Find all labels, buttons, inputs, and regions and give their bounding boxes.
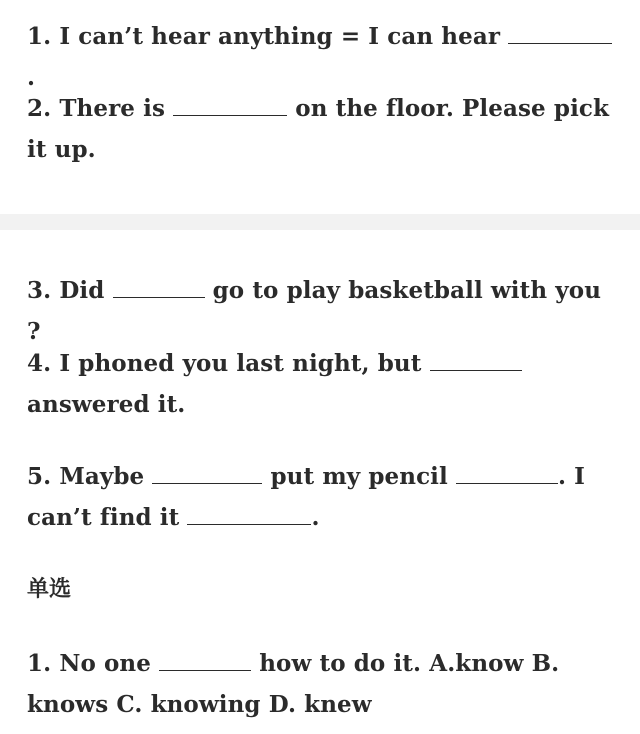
question-card-top bbox=[0, 0, 640, 214]
answer-blank bbox=[152, 463, 262, 484]
section-heading-single-choice: 单选 bbox=[27, 577, 72, 602]
answer-blank bbox=[456, 463, 558, 484]
question-text: answered it. bbox=[27, 391, 186, 418]
question-text: 2. There is bbox=[27, 95, 174, 122]
question-text: 3. Did bbox=[27, 277, 113, 304]
section-divider bbox=[0, 214, 640, 230]
question-card-bottom bbox=[0, 230, 640, 734]
blank-question-1 bbox=[27, 16, 618, 98]
question-text: on the floor. Please pick it up. bbox=[27, 95, 610, 163]
question-text: 5. Maybe bbox=[27, 463, 153, 490]
answer-blank bbox=[173, 95, 287, 116]
question-text: . bbox=[311, 504, 320, 531]
question-text: put my pencil bbox=[262, 463, 456, 490]
choice-question-1 bbox=[27, 643, 618, 725]
question-text: go to play basketball with you ? bbox=[27, 277, 602, 345]
question-text: how to do it. A.know B. knows C. knowing D. knew bbox=[27, 650, 560, 718]
answer-blank bbox=[113, 277, 205, 298]
question-text: . I can’t find it bbox=[27, 463, 586, 531]
question-text: 1. No one bbox=[27, 650, 160, 677]
question-text: . bbox=[27, 64, 36, 91]
question-text: 4. I phoned you last night, but bbox=[27, 350, 430, 377]
blank-question-2 bbox=[27, 88, 618, 170]
answer-blank bbox=[187, 504, 311, 525]
question-text: 1. I can’t hear anything = I can hear bbox=[27, 23, 509, 50]
answer-blank bbox=[430, 350, 522, 371]
blank-question-5 bbox=[27, 456, 618, 538]
blank-question-3 bbox=[27, 270, 618, 352]
answer-blank bbox=[508, 23, 612, 44]
answer-blank bbox=[159, 650, 251, 671]
blank-question-4 bbox=[27, 343, 618, 425]
